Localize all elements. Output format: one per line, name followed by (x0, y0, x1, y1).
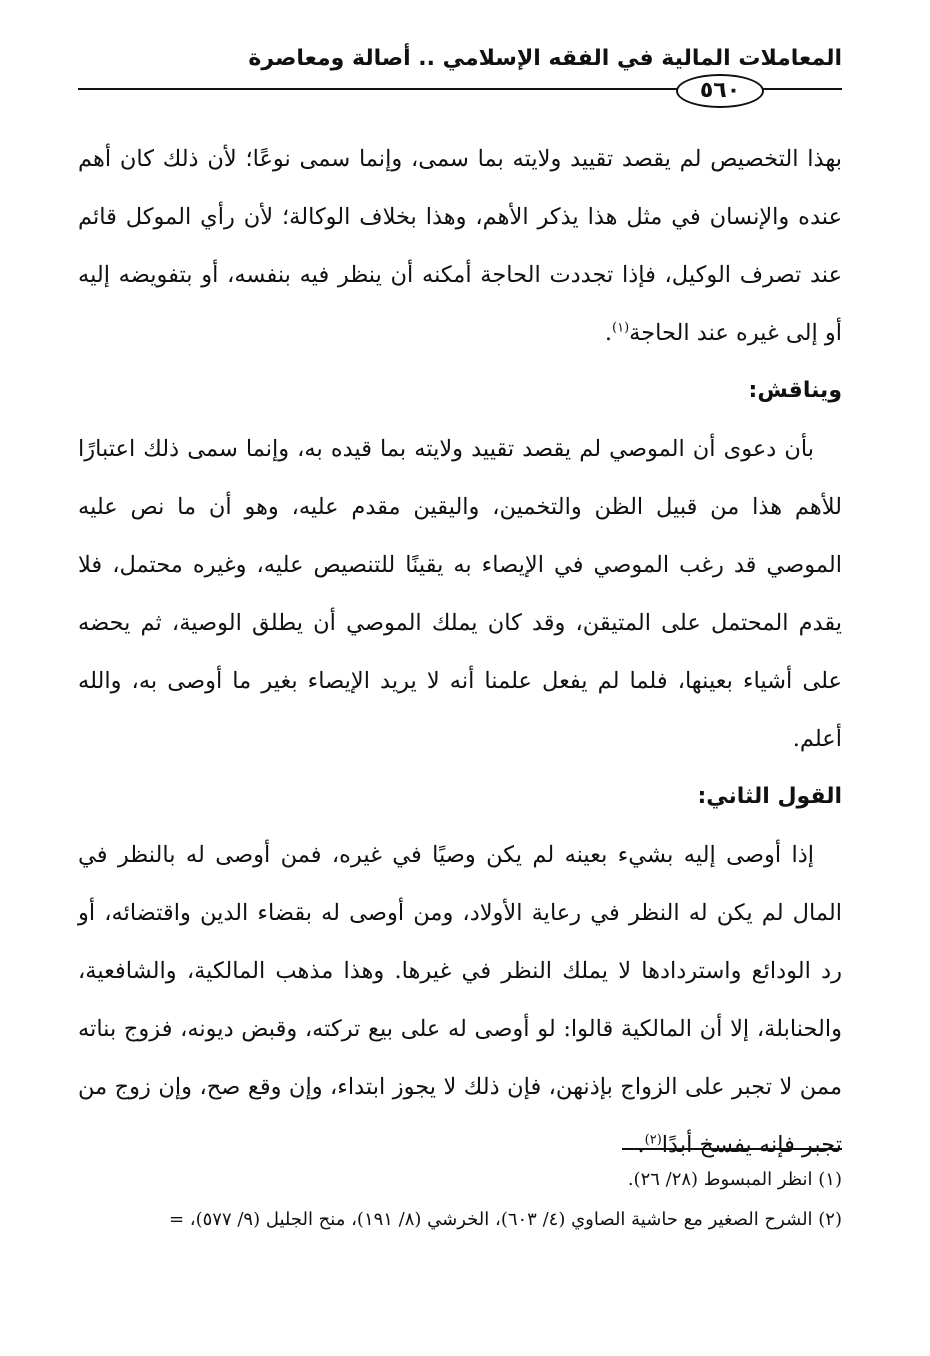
footnote-separator (622, 1148, 842, 1150)
paragraph-text: إذا أوصى إليه بشيء بعينه لم يكن وصيًا في غيره، فمن أوصى له بالنظر في المال لم يكن له النظر في رعاية الأولاد، ومن أوصى له بقضاء الدين واقتضائه، أو رد الودائع واستردادها لا يملك النظر في غيرها. وهذا مذهب المالكية، والشافعية، والحنابلة، إلا أن المالكية قالوا: لو أوصى له على بيع تركته، وقبض ديونه، فزوج بناته ممن لا تجبر على الزواج بإذنهن، فإن ذلك لا يجوز ابتداء، وإن وقع صح، وإن زوج من تجبر فإنه يفسخ أبدًا (78, 842, 842, 1158)
paragraph (78, 130, 842, 362)
footnote-ref: (١) (612, 320, 630, 336)
page-header (78, 40, 842, 102)
paragraph-text: بهذا التخصيص لم يقصد تقييد ولايته بما سمى، وإنما سمى نوعًا؛ لأن ذلك كان أهم عنده والإنسان في مثل هذا يذكر الأهم، وهذا بخلاف الوكالة؛ لأن رأي الموكل قائم عند تصرف الوكيل، فإذا تجددت الحاجة أمكنه أن ينظر فيه بنفسه، أو بتفويضه إليه أو إلى غيره عند الحاجة (78, 146, 842, 346)
footnote: (٢) الشرح الصغير مع حاشية الصاوي (٤/ ٦٠٣)، الخرشي (٨/ ١٩١)، منح الجليل (٩/ ٥٧٧)، = (168, 1209, 842, 1230)
paragraph-end: . (604, 320, 613, 346)
footnotes (78, 1160, 842, 1240)
paragraph: بأن دعوى أن الموصي لم يقصد تقييد ولايته بما قيده به، وإنما سمى ذلك اعتبارًا للأهم هذا من قبيل الظن والتخمين، واليقين مقدم عليه، وهو أن ما نص عليه الموصي قد رغب الموصي في الإيصاء به يقينًا للتنصيص عليه، وغيره محتمل، فلا يقدم المحتمل على المتيقن، وقد كان يملك الموصي أن يطلق الوصية، ثم يحضه على أشياء بعينها، فلما لم يفعل علمنا أنه لا يريد الإيصاء بغير ما أوصى به، والله أعلم. (78, 436, 842, 752)
main-text (78, 130, 842, 1174)
section-heading: ويناقش: (748, 378, 842, 403)
running-title: المعاملات المالية في الفقه الإسلامي .. أصالة ومعاصرة (248, 46, 842, 71)
page-number: ٥٦٠ (676, 74, 764, 108)
paragraph (78, 826, 842, 1174)
section-heading: القول الثاني: (697, 784, 842, 809)
footnote: (١) انظر المبسوط (٢٨/ ٢٦). (627, 1169, 842, 1190)
footnote-ref: (٢) (644, 1132, 662, 1148)
paragraph-end: . (637, 1132, 645, 1158)
